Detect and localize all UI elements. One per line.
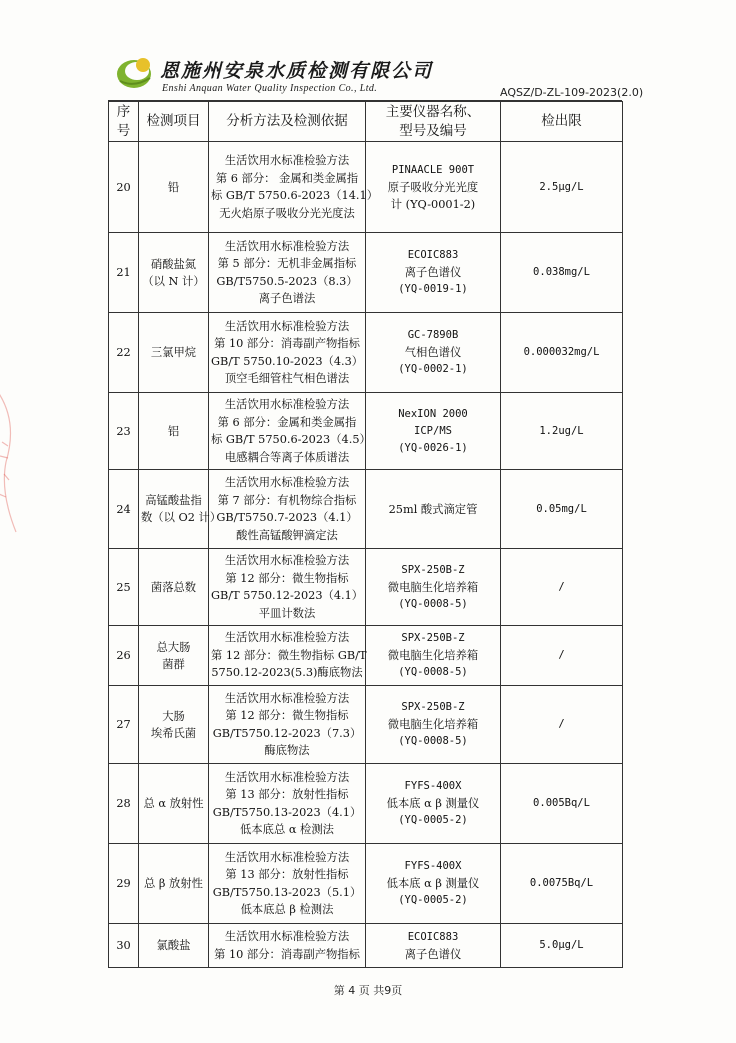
method-basis xyxy=(209,393,371,470)
test-item xyxy=(139,686,209,764)
cell-line: GB/T5750.12-2023（7.3） xyxy=(212,726,362,740)
cell-line: 25ml 酸式滴定管 xyxy=(388,502,478,516)
cell-line: 第 7 部分：有机物综合指标 xyxy=(217,493,357,507)
cell-line: 铅 xyxy=(167,180,180,194)
test-item xyxy=(139,549,209,626)
cell-line: (YQ-0002-1) xyxy=(398,363,468,375)
cell-line: GB/T5750.5-2023（8.3） xyxy=(216,274,358,288)
cell-line: 第 5 部分：无机非金属指标 xyxy=(217,257,357,270)
seal-stamp-icon xyxy=(0,382,24,542)
cell-line: (YQ-0019-1) xyxy=(398,283,468,295)
detection-limit: 2.5μg/L xyxy=(501,142,623,233)
cell-line: 无火焰原子吸收分光光度法 xyxy=(219,206,355,220)
cell-line: 生活饮用水标准检验方法 xyxy=(224,554,350,567)
cell-line: ECOIC883 xyxy=(407,249,459,261)
detection-limit: 0.0075Bq/L xyxy=(501,844,623,924)
cell-line: 标 GB/T 5750.6-2023（14.1） xyxy=(211,189,378,202)
cell-line: 生活饮用水标准检验方法 xyxy=(224,239,350,253)
row-number: 23 xyxy=(109,393,139,470)
cell-line: 低本底总 β 检测法 xyxy=(240,903,334,916)
method-basis xyxy=(209,844,366,924)
row-number: 20 xyxy=(109,142,139,233)
method-basis xyxy=(209,686,366,764)
instrument-info xyxy=(366,142,501,233)
instrument-info xyxy=(366,764,501,844)
detection-limit: 0.000032mg/L xyxy=(501,313,623,393)
instrument-info xyxy=(366,686,501,764)
cell-line: 酸性高锰酸钾滴定法 xyxy=(236,528,338,542)
detection-limit: / xyxy=(501,686,623,764)
cell-line: 总 β 放射性 xyxy=(144,877,203,890)
cell-line: (YQ-0005-2) xyxy=(398,814,468,826)
cell-line: (YQ-0026-1) xyxy=(398,441,468,454)
method-basis xyxy=(209,233,366,313)
cell-line: 第 6 部分：金属和类金属指 xyxy=(217,415,357,429)
cell-line: 总 α 放射性 xyxy=(143,797,204,810)
test-item xyxy=(139,924,209,968)
cell-line: SPX-250B-Z xyxy=(401,701,465,713)
test-item xyxy=(139,470,222,549)
cell-line: GB/T5750.13-2023（5.1） xyxy=(212,885,362,899)
row-number: 21 xyxy=(109,233,139,313)
row-number: 30 xyxy=(109,924,139,968)
cell-line: GB/T 5750.12-2023（4.1） xyxy=(211,589,364,602)
table-row xyxy=(109,626,623,686)
detection-limit: 1.2ug/L xyxy=(501,393,623,470)
cell-line: NexION 2000 xyxy=(398,407,468,420)
cell-line: (YQ-0005-2) xyxy=(398,894,468,906)
row-number: 29 xyxy=(109,844,139,924)
cell-line: 电感耦合等离子体质谱法 xyxy=(224,450,350,464)
header-item: 检测项目 xyxy=(139,102,209,142)
test-item xyxy=(139,233,209,313)
cell-line: 生活饮用水标准检验方法 xyxy=(224,850,350,864)
cell-line: 铝 xyxy=(167,424,180,438)
table-row xyxy=(109,142,623,233)
cell-line: SPX-250B-Z xyxy=(401,563,465,576)
cell-line: (YQ-0008-5) xyxy=(398,597,468,610)
cell-line: FYFS-400X xyxy=(404,860,462,872)
cell-line: 第 12 部分：微生物指标 xyxy=(225,709,349,722)
cell-line: 微电脑生化培养箱 xyxy=(387,718,479,731)
instrument-info xyxy=(366,470,501,549)
cell-line: 第 6 部分： 金属和类金属指 xyxy=(215,171,359,185)
cell-line: GB/T5750.13-2023（4.1） xyxy=(212,805,362,819)
cell-line: 生活饮用水标准检验方法 xyxy=(224,319,350,333)
header-no: 序 号 xyxy=(109,102,139,142)
cell-line: 生活饮用水标准检验方法 xyxy=(224,398,350,411)
table-row xyxy=(109,549,623,626)
cell-line: 微电脑生化培养箱 xyxy=(387,580,479,594)
cell-line: SPX-250B-Z xyxy=(401,632,465,644)
method-basis xyxy=(209,549,366,626)
cell-line: 第 12 部分：微生物指标 GB/T xyxy=(211,648,367,662)
cell-line: 生活饮用水标准检验方法 xyxy=(224,154,350,167)
method-basis xyxy=(209,470,366,549)
cell-line: 平皿计数法 xyxy=(258,606,316,620)
cell-line: GB/T5750.7-2023（4.1） xyxy=(216,511,358,524)
detection-limit: 0.038mg/L xyxy=(501,233,623,313)
row-number: 27 xyxy=(109,686,139,764)
method-basis xyxy=(209,142,378,233)
row-number: 25 xyxy=(109,549,139,626)
test-item xyxy=(139,764,209,844)
test-item xyxy=(139,142,209,233)
document-number: AQSZ/D-ZL-109-2023(2.0) xyxy=(500,86,644,99)
page-number: 第 4 页 共9页 xyxy=(333,984,403,997)
instrument-info xyxy=(366,313,501,393)
cell-line: 菌群 xyxy=(162,657,185,671)
cell-line: 5750.12-2023(5.3)酶底物法 xyxy=(211,666,363,680)
row-number: 28 xyxy=(109,764,139,844)
method-basis xyxy=(209,764,366,844)
instrument-info xyxy=(366,393,501,470)
cell-line: GB/T 5750.10-2023（4.3） xyxy=(211,354,364,368)
method-basis xyxy=(209,626,366,686)
cell-line: （以 N 计） xyxy=(142,274,205,288)
instrument-info xyxy=(366,233,501,313)
cell-line: 标 GB/T 5750.6-2023（4.5） xyxy=(211,433,371,446)
cell-line: 三氯甲烷 xyxy=(150,346,197,359)
cell-line: 第 13 部分：放射性指标 xyxy=(225,788,349,801)
cell-line: 计 (YQ-0001-2) xyxy=(390,197,476,211)
cell-line: 总大肠 xyxy=(156,640,191,654)
cell-line: 生活饮用水标准检验方法 xyxy=(224,930,350,943)
cell-line: 离子色谱法 xyxy=(258,292,316,305)
method-basis xyxy=(209,313,366,393)
table-row xyxy=(109,764,623,844)
instrument-info xyxy=(366,626,501,686)
test-item xyxy=(139,844,209,924)
detection-limit: 5.0μg/L xyxy=(501,924,623,968)
cell-line: (YQ-0008-5) xyxy=(398,735,468,747)
test-item xyxy=(139,393,209,470)
cell-line: 菌落总数 xyxy=(150,580,197,594)
company-logo-icon xyxy=(114,54,156,90)
cell-line: 低本底 α β 测量仪 xyxy=(386,797,480,810)
instrument-info xyxy=(366,924,501,968)
cell-line: ECOIC883 xyxy=(407,930,459,943)
row-number: 24 xyxy=(109,470,139,549)
cell-line: 生活饮用水标准检验方法 xyxy=(224,476,350,489)
table-row xyxy=(109,233,623,313)
cell-line: (YQ-0008-5) xyxy=(398,666,468,678)
cell-line: 第 12 部分：微生物指标 xyxy=(225,571,349,585)
detection-limit: / xyxy=(501,626,623,686)
cell-line: 低本底总 α 检测法 xyxy=(240,823,334,836)
cell-line: PINAACLE 900T xyxy=(391,163,475,176)
cell-line: 数（以 O2 计） xyxy=(141,511,222,524)
cell-line: ICP/MS xyxy=(414,424,452,437)
table-row xyxy=(109,313,623,393)
cell-line: 埃希氏菌 xyxy=(150,726,197,740)
cell-line: 大肠 xyxy=(162,709,185,723)
cell-line: 酶底物法 xyxy=(264,744,310,757)
row-number: 22 xyxy=(109,313,139,393)
table-row xyxy=(109,686,623,764)
cell-line: FYFS-400X xyxy=(404,780,462,792)
header-limit: 检出限 xyxy=(501,102,623,142)
test-item xyxy=(139,626,209,686)
cell-line: 第 10 部分：消毒副产物指标 xyxy=(214,337,360,350)
cell-line: GC-7890B xyxy=(407,329,459,341)
cell-line: 生活饮用水标准检验方法 xyxy=(224,631,350,645)
cell-line: 原子吸收分光光度 xyxy=(387,180,479,194)
test-item xyxy=(139,313,209,393)
header-instrument: 主要仪器名称、 型号及编号 xyxy=(366,102,501,142)
table-row xyxy=(109,924,623,968)
cell-line: 离子色谱仪 xyxy=(404,266,462,279)
table-row xyxy=(109,393,623,470)
instrument-info xyxy=(366,549,501,626)
cell-line: 生活饮用水标准检验方法 xyxy=(224,691,350,705)
table-row xyxy=(109,844,623,924)
table-row xyxy=(109,470,623,549)
table-header-row xyxy=(109,102,623,142)
company-name-cn: 恩施州安泉水质检测有限公司 xyxy=(160,60,434,82)
cell-line: 气相色谱仪 xyxy=(404,346,462,359)
cell-line: 第 10 部分：消毒副产物指标 xyxy=(214,947,360,961)
cell-line: 氯酸盐 xyxy=(156,939,191,952)
cell-line: 低本底 α β 测量仪 xyxy=(386,877,480,890)
cell-line: 生活饮用水标准检验方法 xyxy=(224,770,350,784)
cell-line: 硝酸盐氮 xyxy=(150,257,197,271)
instrument-info xyxy=(366,844,501,924)
cell-line: 微电脑生化培养箱 xyxy=(387,649,479,662)
cell-line: 顶空毛细管柱气相色谱法 xyxy=(224,372,350,385)
company-name-en: Enshi Anquan Water Quality Inspection Co., Ltd. xyxy=(162,83,378,94)
row-number: 26 xyxy=(109,626,139,686)
detection-limit: 0.05mg/L xyxy=(501,470,623,549)
cell-line: 第 13 部分：放射性指标 xyxy=(225,868,349,881)
detection-limit: 0.005Bq/L xyxy=(501,764,623,844)
cell-line: 高锰酸盐指 xyxy=(145,494,202,507)
detection-limit: / xyxy=(501,549,623,626)
inspection-method-table xyxy=(108,101,623,968)
method-basis xyxy=(209,924,366,968)
header-method: 分析方法及检测依据 xyxy=(209,102,366,142)
cell-line: 离子色谱仪 xyxy=(404,947,462,961)
